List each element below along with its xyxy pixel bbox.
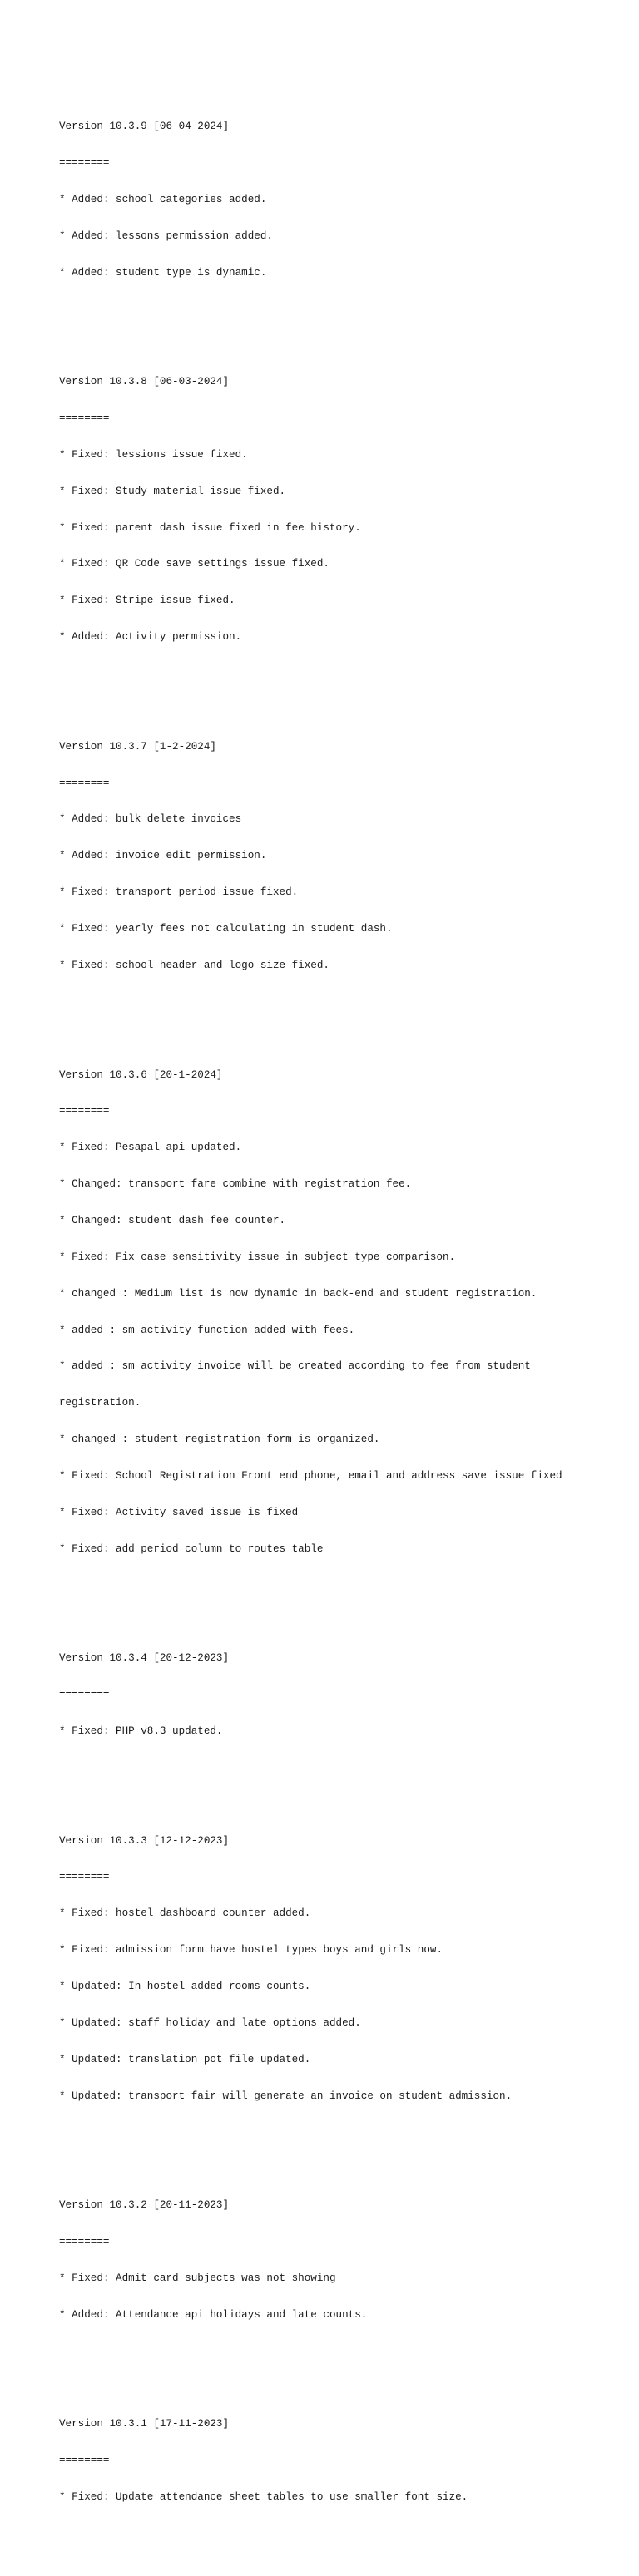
version-heading: Version 10.3.8 [06-03-2024]: [59, 376, 230, 388]
change-entry: * Changed: student dash fee counter.: [59, 1214, 286, 1226]
version-heading: Version 10.3.2 [20-11-2023]: [59, 2199, 230, 2212]
version-heading: Version 10.3.6 [20-1-2024]: [59, 1068, 223, 1081]
change-entry: * Added: student type is dynamic.: [59, 266, 267, 279]
heading-rule: ========: [59, 777, 110, 789]
heading-rule: ========: [59, 156, 110, 169]
change-entry: * added : sm activity function added with fees.: [59, 1324, 355, 1336]
version-section: [59, 1810, 639, 2126]
version-heading: Version 10.3.9 [06-04-2024]: [59, 121, 230, 133]
change-entry: * Fixed: add period column to routes table: [59, 1542, 324, 1555]
change-entry: * Updated: In hostel added rooms counts.: [59, 1981, 311, 1993]
change-entry: * Fixed: Update attendance sheet tables to use smaller font size.: [59, 2491, 468, 2504]
change-entry: * added : sm activity invoice will be created according to fee from student: [59, 1360, 531, 1373]
version-section: [59, 1044, 639, 1579]
change-entry: * Fixed: admission form have hostel types boys and girls now.: [59, 1944, 443, 1957]
heading-rule: ========: [59, 1871, 110, 1883]
change-entry: * Fixed: parent dash issue fixed in fee history.: [59, 521, 361, 534]
change-entry: * Fixed: Fix case sensitivity issue in subject type comparison.: [59, 1251, 456, 1263]
heading-rule: ========: [59, 2455, 110, 2467]
change-entry-continuation: registration.: [59, 1397, 141, 1409]
change-entry: * Added: invoice edit permission.: [59, 850, 267, 862]
change-entry: * changed : student registration form is organized.: [59, 1434, 380, 1446]
change-entry: * Added: bulk delete invoices: [59, 813, 242, 826]
change-entry: * Fixed: Study material issue fixed.: [59, 485, 286, 497]
change-entry: * Changed: transport fare combine with registration fee.: [59, 1178, 412, 1191]
change-entry: * Updated: transport fair will generate an invoice on student admission.: [59, 2090, 513, 2102]
change-entry: * Fixed: School Registration Front end phone, email and address save issue fixed: [59, 1469, 562, 1482]
heading-rule: ========: [59, 1689, 110, 1701]
change-entry: * Added: Attendance api holidays and late counts.: [59, 2308, 368, 2321]
version-section: [59, 717, 639, 996]
change-entry: * Updated: staff holiday and late options added.: [59, 2016, 361, 2029]
version-heading: Version 10.3.3 [12-12-2023]: [59, 1834, 230, 1847]
heading-rule: ========: [59, 1105, 110, 1118]
change-entry: * Added: Activity permission.: [59, 631, 242, 644]
change-entry: * Added: lessons permission added.: [59, 229, 273, 242]
change-entry: * Added: school categories added.: [59, 193, 267, 205]
version-heading: Version 10.3.7 [1-2-2024]: [59, 740, 216, 753]
version-section: [59, 1628, 639, 1762]
change-entry: * Updated: translation pot file updated.: [59, 2053, 311, 2065]
change-entry: * Fixed: school header and logo size fixed.: [59, 959, 329, 971]
version-heading: Version 10.3.4 [20-12-2023]: [59, 1652, 230, 1665]
change-entry: * Fixed: hostel dashboard counter added.: [59, 1907, 311, 1920]
change-entry: * Fixed: transport period issue fixed.: [59, 886, 299, 899]
change-entry: * changed : Medium list is now dynamic in back-end and student registration.: [59, 1287, 537, 1300]
version-section: [59, 352, 639, 668]
version-section: [59, 2175, 639, 2346]
version-section: [59, 2394, 639, 2528]
change-entry: * Fixed: Stripe issue fixed.: [59, 595, 235, 607]
version-heading: Version 10.3.1 [17-11-2023]: [59, 2418, 230, 2430]
change-entry: * Fixed: Admit card subjects was not showing: [59, 2272, 336, 2284]
change-entry: * Fixed: PHP v8.3 updated.: [59, 1725, 223, 1737]
change-entry: * Fixed: QR Code save settings issue fixed.: [59, 558, 329, 570]
change-entry: * Fixed: Pesapal api updated.: [59, 1142, 242, 1154]
changelog: [59, 60, 639, 2576]
version-section: [59, 96, 639, 303]
heading-rule: ========: [59, 2236, 110, 2248]
change-entry: * Fixed: lessions issue fixed.: [59, 448, 248, 461]
change-entry: * Fixed: Activity saved issue is fixed: [59, 1506, 299, 1518]
change-entry: * Fixed: yearly fees not calculating in student dash.: [59, 923, 393, 935]
heading-rule: ========: [59, 412, 110, 425]
